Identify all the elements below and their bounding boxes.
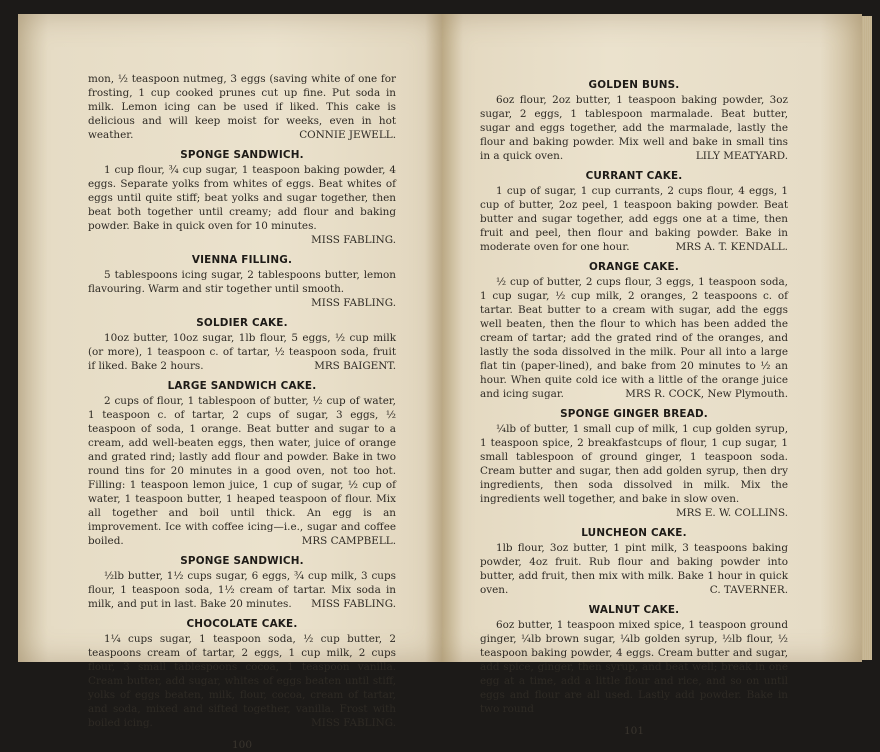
recipe-title: VIENNA FILLING. [191, 254, 293, 266]
recipe-title: LARGE SANDWICH CAKE. [167, 380, 317, 392]
recipe-block [88, 394, 396, 548]
recipe-body: 1 cup of sugar, 1 cup currants, 2 cups flour, 4 eggs, 1 cup of butter, 2oz peel, 1 teaspoon baking powder. Beat butter and sugar together, add eggs one at a time, then fruit and peel, then flour and baking powder. Bake in moderate oven for one hour. [480, 185, 788, 253]
recipe-block [88, 268, 396, 310]
recipe-author: C. TAVERNER. [709, 584, 788, 596]
recipe-block [88, 569, 396, 611]
recipe-body: 1 cup flour, ¾ cup sugar, 1 teaspoon baking powder, 4 eggs. Separate yolks from whites of eggs. Beat whites of eggs until quite stiff; beat yolks and sugar together, then beat both together until creamy; add flour and baking powder. Bake in quick oven for 10 minutes. [88, 164, 396, 232]
recipe-body: 2 cups of flour, 1 tablespoon of butter, ½ cup of water, 1 teaspoon c. of tartar, 2 cups of sugar, 3 eggs, ½ teaspoon of soda, 1 orange. Beat butter and sugar to a cream, add well-beaten eggs, then water, juice of orange and grated rind; lastly add flour and powder. Bake in two round tins for 20 minutes in a good oven, not too hot. Filling: 1 teaspoon lemon juice, 1 cup of sugar, ½ cup of water, 1 teaspoon butter, 1 heaped teaspoon of flour. Mix all together and boil until thick. An egg is an improvement. Ice with coffee icing—i.e., sugar and coffee boiled. [88, 395, 396, 547]
recipe-title: ORANGE CAKE. [589, 261, 679, 273]
recipe-block [88, 331, 396, 373]
recipe-title: CHOCOLATE CAKE. [186, 618, 298, 630]
recipe-title: SPONGE SANDWICH. [180, 555, 304, 567]
recipe-author: MISS FABLING. [311, 297, 396, 309]
recipe-author: MISS FABLING. [311, 234, 396, 246]
recipe-block [480, 422, 788, 520]
right-page [442, 14, 862, 737]
recipe-title: GOLDEN BUNS. [588, 79, 680, 91]
recipe-title: SPONGE GINGER BREAD. [560, 408, 708, 420]
right-page-text [480, 72, 788, 738]
recipe-author: MRS CAMPBELL. [301, 535, 396, 547]
recipe-block [480, 618, 788, 716]
recipe-title: WALNUT CAKE. [588, 604, 680, 616]
recipe-title: SOLDIER CAKE. [196, 317, 288, 329]
recipe-author: MISS FABLING. [311, 598, 396, 610]
recipe-body: 1lb flour, 3oz butter, 1 pint milk, 3 teaspoons baking powder, 4oz fruit. Rub flour and baking powder into butter, add fruit, then mix with milk. Bake 1 hour in quick oven. [480, 542, 788, 596]
recipe-title: SPONGE SANDWICH. [180, 149, 304, 161]
recipe-body: 10oz butter, 10oz sugar, 1lb flour, 5 eggs, ½ cup milk (or more), 1 teaspoon c. of tartar, ½ teaspoon soda, fruit if liked. Bake 2 hours. [88, 332, 396, 372]
recipe-author: LILY MEATYARD. [695, 150, 788, 162]
recipe-author: MISS FABLING. [311, 717, 396, 729]
recipe-block [480, 541, 788, 597]
recipe-author: MRS BAIGENT. [314, 360, 396, 372]
recipe-title: CURRANT CAKE. [585, 170, 683, 182]
recipe-author: MRS A. T. KENDALL. [675, 241, 788, 253]
page-number: 101 [623, 725, 645, 737]
recipe-author: MRS E. W. COLLINS. [675, 507, 788, 519]
recipe-block [88, 632, 396, 730]
recipe-body: ¼lb of butter, 1 small cup of milk, 1 cup golden syrup, 1 teaspoon spice, 2 breakfastcups of flour, 1 cup sugar, 1 small tablespoon of ground ginger, 1 teaspoon soda. Cream butter and sugar, then add golden syrup, then dry ingredients, then soda dissolved in milk. Mix the ingredients well together, and bake in slow oven. [480, 423, 788, 505]
recipe-body: 6oz butter, 1 teaspoon mixed spice, 1 teaspoon ground ginger, ¼lb brown sugar, ¼lb golden syrup, ½lb flour, ½ teaspoon baking powder, 4 eggs. Cream butter and sugar, add spice, ginger, then syrup, and beat well; break in one egg at a time, add a little flour and rice, and so on until eggs and flour are all used. Lastly add powder. Bake in two round [480, 619, 788, 715]
recipe-title: LUNCHEON CAKE. [581, 527, 687, 539]
recipe-block [480, 275, 788, 401]
page-number: 100 [231, 739, 253, 751]
recipe-body: ½ cup of butter, 2 cups flour, 3 eggs, 1 teaspoon soda, 1 cup sugar, ½ cup milk, 2 oranges, 2 teaspoons c. of tartar. Beat butter to a cream with sugar, add the eggs well beaten, then the flour to which has been added the cream of tartar; add the grated rind of the oranges, and lastly the soda dissolved in the milk. Pour all into a large flat tin (paper-lined), and bake from 20 minutes to ½ an hour. When quite cold ice with a little of the orange juice and icing sugar. [480, 276, 788, 400]
recipe-body: 6oz flour, 2oz butter, 1 teaspoon baking powder, 3oz sugar, 2 eggs, 1 tablespoon marmalade. Beat butter, sugar and eggs together, add the marmalade, lastly the flour and baking powder. Mix well and bake in small tins in a quick oven. [480, 94, 788, 162]
recipe-body: 1¼ cups sugar, 1 teaspoon soda, ½ cup butter, 2 teaspoons cream of tartar, 2 eggs, 1 cup milk, 2 cups flour, 3 small tablespoons cocoa, 1 teaspoon vanilla. Cream butter, add sugar, whites of eggs beaten until stiff, yolks of eggs beaten, milk, flour, cocoa, cream of tartar, and soda, mixed and sifted together, vanilla. Frost with boiled icing. [88, 633, 396, 729]
left-page-text [88, 72, 396, 752]
recipe-body: 5 tablespoons icing sugar, 2 tablespoons butter, lemon flavouring. Warm and stir together until smooth. [88, 269, 396, 295]
recipe-block [88, 72, 396, 142]
page-edges [862, 16, 872, 660]
recipe-body: ½lb butter, 1½ cups sugar, 6 eggs, ¾ cup milk, 3 cups flour, 1 teaspoon soda, 1½ cream of tartar. Mix soda in milk, and put in last. Bake 20 minutes. [88, 570, 396, 610]
recipe-author: CONNIE JEWELL. [299, 129, 396, 141]
recipe-block [480, 184, 788, 254]
recipe-continuation-text: mon, ½ teaspoon nutmeg, 3 eggs (saving white of one for frosting, 1 cup cooked prunes cut up fine. Put soda in milk. Lemon icing can be used if liked. This cake is delicious and will keep moist for weeks, even in hot weather. [88, 73, 396, 141]
recipe-block [88, 163, 396, 247]
recipe-author: MRS R. COCK, New Plymouth. [625, 388, 788, 400]
left-page [18, 14, 442, 751]
recipe-block [480, 93, 788, 163]
